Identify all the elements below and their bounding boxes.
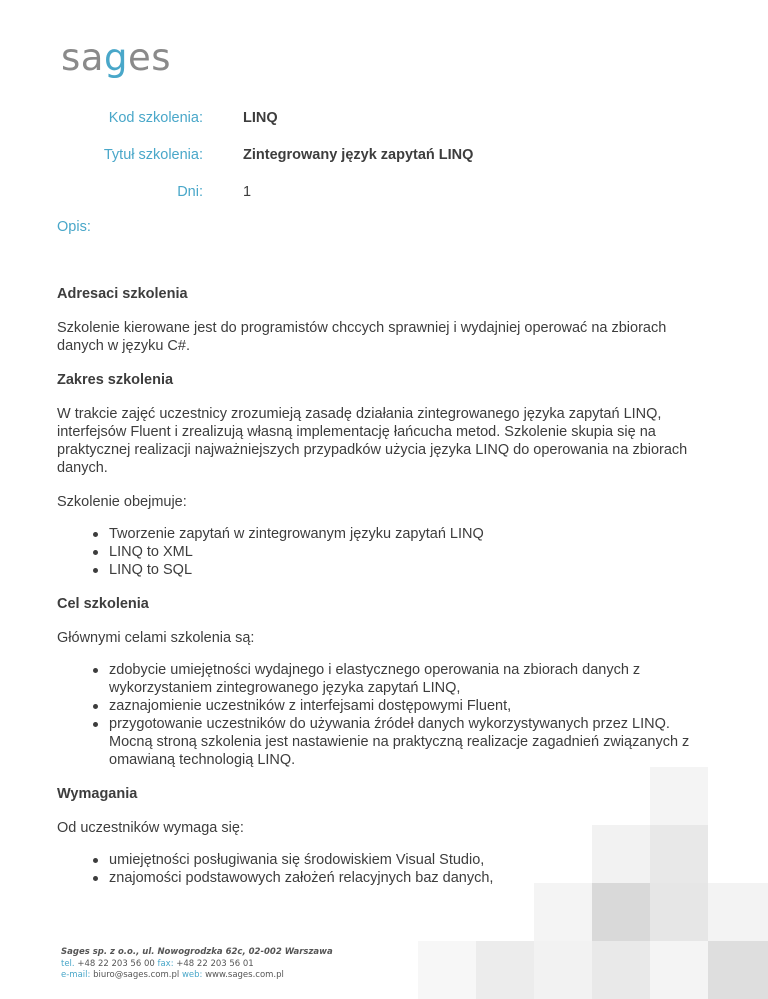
deco-square (592, 941, 650, 999)
tel-label: tel. (61, 958, 75, 969)
meta-value-title: Zintegrowany język zapytań LINQ (243, 147, 474, 163)
description-label: Opis: (57, 219, 91, 235)
list-item: umiejętności posługiwania się środowiskiem Visual Studio, (109, 851, 717, 869)
deco-square (708, 883, 768, 941)
list-item: zaznajomienie uczestników z interfejsami dostępowymi Fluent, (109, 697, 717, 715)
deco-square (534, 941, 592, 999)
goals-list (57, 661, 717, 769)
footer-phones (61, 959, 333, 971)
list-item: przygotowanie uczestników do używania źródeł danych wykorzystywanych przez LINQ. Mocną stroną szkolenia jest nastawienie na praktyczną realizacje zagadnień związanych z omawianą technologią LINQ. (109, 715, 717, 769)
footer-company: Sages sp. z o.o., ul. Nowogrodzka 62c, 02-002 Warszawa (61, 947, 333, 957)
sages-logo (61, 36, 171, 79)
scope-text: W trakcie zajęć uczestnicy zrozumieją zasadę działania zintegrowanego języka zapytań LINQ, interfejsów Fluent i zrealizują własną implementację łańcucha metod. Szkolenie skupia się na praktycznej realizacji najważniejszych przypadków użycia języka LINQ do operowania na zbiorach danych. (57, 406, 688, 476)
list-item: LINQ to XML (109, 543, 717, 561)
scope-intro: Szkolenie obejmuje: (57, 494, 187, 510)
page-footer (61, 947, 333, 982)
fax-label: fax: (157, 958, 174, 969)
section-heading-goals: Cel szkolenia (57, 596, 149, 612)
deco-square (418, 941, 476, 999)
web-value: www.sages.com.pl (205, 970, 284, 980)
list-item: Tworzenie zapytań w zintegrowanym języku zapytań LINQ (109, 525, 717, 543)
fax-value: +48 22 203 56 01 (176, 958, 254, 969)
meta-value-days: 1 (243, 184, 252, 200)
goals-intro: Głównymi celami szkolenia są: (57, 630, 255, 646)
deco-square (476, 941, 534, 999)
email-value: biuro@sages.com.pl (93, 970, 180, 980)
deco-square (650, 941, 708, 999)
list-item: LINQ to SQL (109, 561, 717, 579)
audience-text: Szkolenie kierowane jest do programistów chccych sprawniej i wydajniej operować na zbiorach danych w języku C#. (57, 320, 667, 354)
course-content (57, 285, 717, 903)
meta-label-title: Tytuł szkolenia: (103, 147, 203, 163)
email-label: e-mail: (61, 970, 91, 980)
deco-square (708, 941, 768, 999)
logo-part-2: es (127, 36, 171, 79)
scope-list (57, 525, 717, 579)
tel-value: +48 22 203 56 00 (77, 958, 155, 969)
section-heading-requirements: Wymagania (57, 786, 138, 802)
requirements-intro: Od uczestników wymaga się: (57, 820, 244, 836)
meta-label-code: Kod szkolenia: (108, 110, 203, 126)
list-item: zdobycie umiejętności wydajnego i elastycznego operowania na zbiorach danych z wykorzystaniem zintegrowanego języka zapytań LINQ, (109, 661, 717, 697)
list-item: znajomości podstawowych założeń relacyjnych baz danych, (109, 869, 717, 887)
meta-value-code: LINQ (243, 110, 278, 126)
logo-part-1: sa (61, 36, 104, 79)
section-heading-scope: Zakres szkolenia (57, 372, 174, 388)
section-heading-audience: Adresaci szkolenia (57, 286, 188, 302)
meta-label-days: Dni: (177, 184, 203, 200)
footer-web (61, 970, 333, 982)
requirements-list (57, 851, 717, 887)
web-label: web: (181, 970, 203, 980)
logo-accent: g (103, 36, 128, 79)
